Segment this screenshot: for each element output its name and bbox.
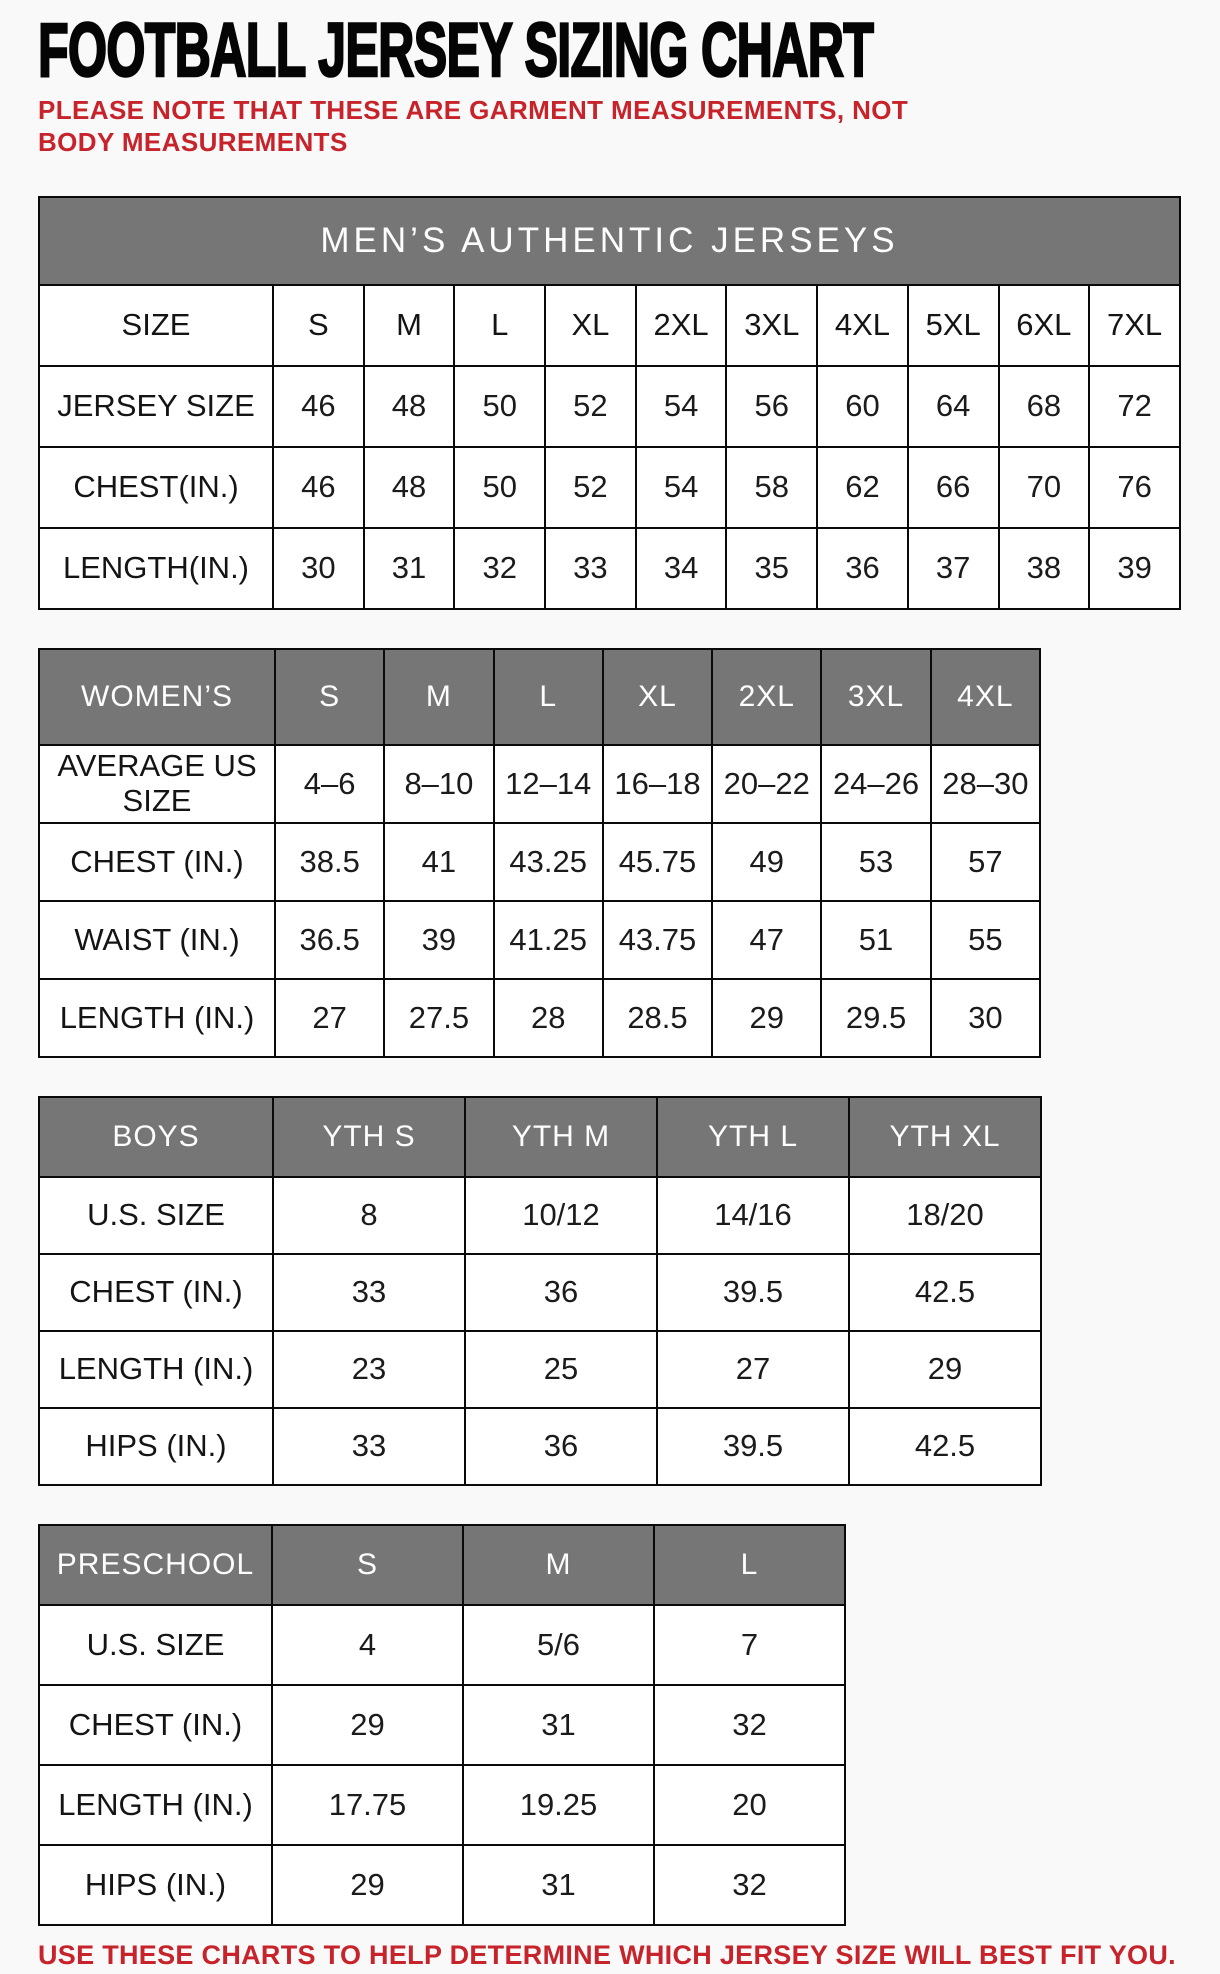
- mens-authentic-jerseys-header-label: SIZE: [39, 285, 273, 366]
- value-cell: 48: [364, 447, 455, 528]
- column-header: XL: [545, 285, 636, 366]
- column-header: L: [494, 649, 603, 745]
- value-cell: 46: [273, 366, 364, 447]
- value-cell: 50: [454, 366, 545, 447]
- value-cell: 31: [364, 528, 455, 609]
- column-header: L: [454, 285, 545, 366]
- value-cell: 28: [494, 979, 603, 1057]
- value-cell: 25: [465, 1331, 657, 1408]
- value-cell: 38.5: [275, 823, 384, 901]
- page-title: FOOTBALL JERSEY SIZING CHART: [38, 8, 874, 93]
- row-label: AVERAGE US SIZE: [39, 745, 275, 823]
- row-label: LENGTH(IN.): [39, 528, 273, 609]
- table-row: [39, 1605, 845, 1685]
- value-cell: 52: [545, 366, 636, 447]
- table-row: [39, 366, 1180, 447]
- value-cell: 32: [654, 1685, 845, 1765]
- row-label: HIPS (IN.): [39, 1845, 272, 1925]
- value-cell: 42.5: [849, 1408, 1041, 1485]
- value-cell: 47: [712, 901, 821, 979]
- value-cell: 28.5: [603, 979, 712, 1057]
- womens-jerseys-header-label: WOMEN’S: [39, 649, 275, 745]
- column-header: 7XL: [1089, 285, 1180, 366]
- table-row: [39, 823, 1040, 901]
- table-row: [39, 1408, 1041, 1485]
- value-cell: 58: [726, 447, 817, 528]
- value-cell: 45.75: [603, 823, 712, 901]
- value-cell: 39: [1089, 528, 1180, 609]
- row-label: LENGTH (IN.): [39, 1331, 273, 1408]
- value-cell: 28–30: [931, 745, 1040, 823]
- column-header: 4XL: [931, 649, 1040, 745]
- row-label: HIPS (IN.): [39, 1408, 273, 1485]
- table-row: [39, 528, 1180, 609]
- column-header: 2XL: [712, 649, 821, 745]
- value-cell: 66: [908, 447, 999, 528]
- garment-measurement-note: PLEASE NOTE THAT THESE ARE GARMENT MEASUREMENTS, NOT BODY MEASUREMENTS: [38, 95, 909, 157]
- value-cell: 52: [545, 447, 636, 528]
- column-header: S: [272, 1525, 463, 1605]
- mens-sizing-table: [38, 196, 1181, 610]
- column-header: 4XL: [817, 285, 908, 366]
- value-cell: 39.5: [657, 1408, 849, 1485]
- value-cell: 34: [636, 528, 727, 609]
- table-row: [39, 1254, 1041, 1331]
- table-row: [39, 1177, 1041, 1254]
- value-cell: 51: [821, 901, 930, 979]
- row-label: LENGTH (IN.): [39, 1765, 272, 1845]
- value-cell: 36.5: [275, 901, 384, 979]
- value-cell: 31: [463, 1845, 654, 1925]
- value-cell: 55: [931, 901, 1040, 979]
- row-label: CHEST (IN.): [39, 1254, 273, 1331]
- value-cell: 10/12: [465, 1177, 657, 1254]
- column-header: 2XL: [636, 285, 727, 366]
- value-cell: 30: [931, 979, 1040, 1057]
- table-row: [39, 1845, 845, 1925]
- chart-usage-footer: USE THESE CHARTS TO HELP DETERMINE WHICH JERSEY SIZE WILL BEST FIT YOU.: [38, 1940, 1176, 1970]
- value-cell: 50: [454, 447, 545, 528]
- value-cell: 39: [384, 901, 493, 979]
- preschool-jerseys-header-label: PRESCHOOL: [39, 1525, 272, 1605]
- value-cell: 36: [465, 1254, 657, 1331]
- value-cell: 36: [817, 528, 908, 609]
- value-cell: 60: [817, 366, 908, 447]
- value-cell: 5/6: [463, 1605, 654, 1685]
- value-cell: 57: [931, 823, 1040, 901]
- value-cell: 4–6: [275, 745, 384, 823]
- value-cell: 27.5: [384, 979, 493, 1057]
- column-header: M: [384, 649, 493, 745]
- table-row: [39, 1331, 1041, 1408]
- column-header: 5XL: [908, 285, 999, 366]
- value-cell: 8: [273, 1177, 465, 1254]
- value-cell: 32: [654, 1845, 845, 1925]
- value-cell: 39.5: [657, 1254, 849, 1331]
- row-label: LENGTH (IN.): [39, 979, 275, 1057]
- value-cell: 62: [817, 447, 908, 528]
- value-cell: 38: [999, 528, 1090, 609]
- column-header: 3XL: [821, 649, 930, 745]
- column-header: YTH M: [465, 1097, 657, 1177]
- value-cell: 37: [908, 528, 999, 609]
- value-cell: 29: [849, 1331, 1041, 1408]
- value-cell: 30: [273, 528, 364, 609]
- column-header: 6XL: [999, 285, 1090, 366]
- value-cell: 36: [465, 1408, 657, 1485]
- value-cell: 27: [657, 1331, 849, 1408]
- table-row: [39, 1765, 845, 1845]
- table-row: [39, 745, 1040, 823]
- value-cell: 29: [272, 1845, 463, 1925]
- value-cell: 70: [999, 447, 1090, 528]
- value-cell: 41.25: [494, 901, 603, 979]
- value-cell: 53: [821, 823, 930, 901]
- boys-jerseys-header-label: BOYS: [39, 1097, 273, 1177]
- row-label: U.S. SIZE: [39, 1177, 273, 1254]
- value-cell: 33: [273, 1408, 465, 1485]
- value-cell: 18/20: [849, 1177, 1041, 1254]
- value-cell: 23: [273, 1331, 465, 1408]
- row-label: CHEST(IN.): [39, 447, 273, 528]
- value-cell: 41: [384, 823, 493, 901]
- value-cell: 54: [636, 447, 727, 528]
- column-header: YTH L: [657, 1097, 849, 1177]
- row-label: WAIST (IN.): [39, 901, 275, 979]
- value-cell: 8–10: [384, 745, 493, 823]
- value-cell: 29.5: [821, 979, 930, 1057]
- value-cell: 46: [273, 447, 364, 528]
- value-cell: 42.5: [849, 1254, 1041, 1331]
- value-cell: 68: [999, 366, 1090, 447]
- womens-sizing-table: [38, 648, 1041, 1058]
- column-header: M: [364, 285, 455, 366]
- table-row: [39, 447, 1180, 528]
- value-cell: 43.75: [603, 901, 712, 979]
- value-cell: 4: [272, 1605, 463, 1685]
- column-header: S: [275, 649, 384, 745]
- value-cell: 56: [726, 366, 817, 447]
- value-cell: 54: [636, 366, 727, 447]
- value-cell: 17.75: [272, 1765, 463, 1845]
- value-cell: 49: [712, 823, 821, 901]
- column-header: 3XL: [726, 285, 817, 366]
- value-cell: 33: [273, 1254, 465, 1331]
- value-cell: 31: [463, 1685, 654, 1765]
- row-label: JERSEY SIZE: [39, 366, 273, 447]
- preschool-sizing-table: [38, 1524, 846, 1926]
- value-cell: 72: [1089, 366, 1180, 447]
- value-cell: 35: [726, 528, 817, 609]
- row-label: CHEST (IN.): [39, 1685, 272, 1765]
- value-cell: 33: [545, 528, 636, 609]
- column-header: S: [273, 285, 364, 366]
- row-label: U.S. SIZE: [39, 1605, 272, 1685]
- column-header: YTH XL: [849, 1097, 1041, 1177]
- column-header: M: [463, 1525, 654, 1605]
- value-cell: 7: [654, 1605, 845, 1685]
- value-cell: 20: [654, 1765, 845, 1845]
- table-row: [39, 979, 1040, 1057]
- value-cell: 29: [712, 979, 821, 1057]
- value-cell: 12–14: [494, 745, 603, 823]
- column-header: YTH S: [273, 1097, 465, 1177]
- value-cell: 32: [454, 528, 545, 609]
- value-cell: 27: [275, 979, 384, 1057]
- value-cell: 19.25: [463, 1765, 654, 1845]
- value-cell: 64: [908, 366, 999, 447]
- value-cell: 48: [364, 366, 455, 447]
- column-header: XL: [603, 649, 712, 745]
- value-cell: 14/16: [657, 1177, 849, 1254]
- value-cell: 20–22: [712, 745, 821, 823]
- mens-authentic-jerseys-banner: MEN’S AUTHENTIC JERSEYS: [39, 197, 1180, 285]
- value-cell: 24–26: [821, 745, 930, 823]
- row-label: CHEST (IN.): [39, 823, 275, 901]
- table-row: [39, 1685, 845, 1765]
- value-cell: 43.25: [494, 823, 603, 901]
- value-cell: 16–18: [603, 745, 712, 823]
- value-cell: 76: [1089, 447, 1180, 528]
- column-header: L: [654, 1525, 845, 1605]
- table-row: [39, 901, 1040, 979]
- boys-sizing-table: [38, 1096, 1042, 1486]
- value-cell: 29: [272, 1685, 463, 1765]
